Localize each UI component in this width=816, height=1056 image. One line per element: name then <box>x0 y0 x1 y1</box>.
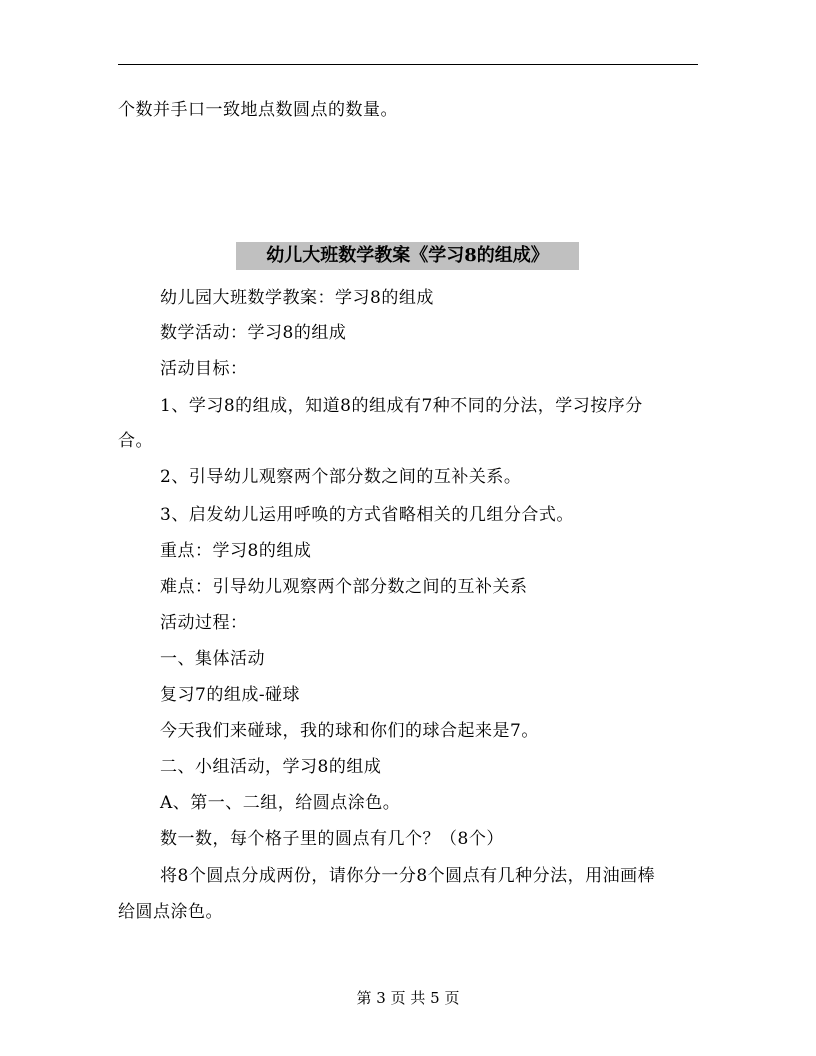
header-rule <box>118 64 698 65</box>
paragraph: 幼儿园大班数学教案：学习8的组成 <box>160 288 434 308</box>
paragraph: 3、启发幼儿运用呼唤的方式省略相关的几组分合式。 <box>160 505 574 525</box>
paragraph: 1、学习8的组成，知道8的组成有7种不同的分法，学习按序分 <box>160 396 643 416</box>
paragraph: 复习7的组成-碰球 <box>160 685 301 705</box>
document-title: 幼儿大班数学教案《学习8的组成》 <box>236 242 579 270</box>
continuation-text: 个数并手口一致地点数圆点的数量。 <box>118 100 398 120</box>
paragraph: 活动过程： <box>160 613 248 633</box>
paragraph: 给圆点涂色。 <box>118 902 223 922</box>
paragraph: 难点：引导幼儿观察两个部分数之间的互补关系 <box>160 577 528 597</box>
paragraph: 一、集体活动 <box>160 649 265 669</box>
paragraph: 今天我们来碰球，我的球和你们的球合起来是7。 <box>160 721 539 741</box>
paragraph: 数一数，每个格子里的圆点有几个？（8个） <box>160 829 504 849</box>
paragraph: 二、小组活动，学习8的组成 <box>160 757 382 777</box>
paragraph: 活动目标： <box>160 359 248 379</box>
paragraph: 2、引导幼儿观察两个部分数之间的互补关系。 <box>160 467 522 487</box>
paragraph: 合。 <box>118 431 153 451</box>
page-footer: 第 3 页 共 5 页 <box>356 989 460 1007</box>
paragraph: 将8个圆点分成两份，请你分一分8个圆点有几种分法，用油画棒 <box>160 866 656 886</box>
paragraph: A、第一、二组，给圆点涂色。 <box>160 793 401 813</box>
paragraph: 数学活动：学习8的组成 <box>160 323 347 343</box>
paragraph: 重点：学习8的组成 <box>160 541 312 561</box>
